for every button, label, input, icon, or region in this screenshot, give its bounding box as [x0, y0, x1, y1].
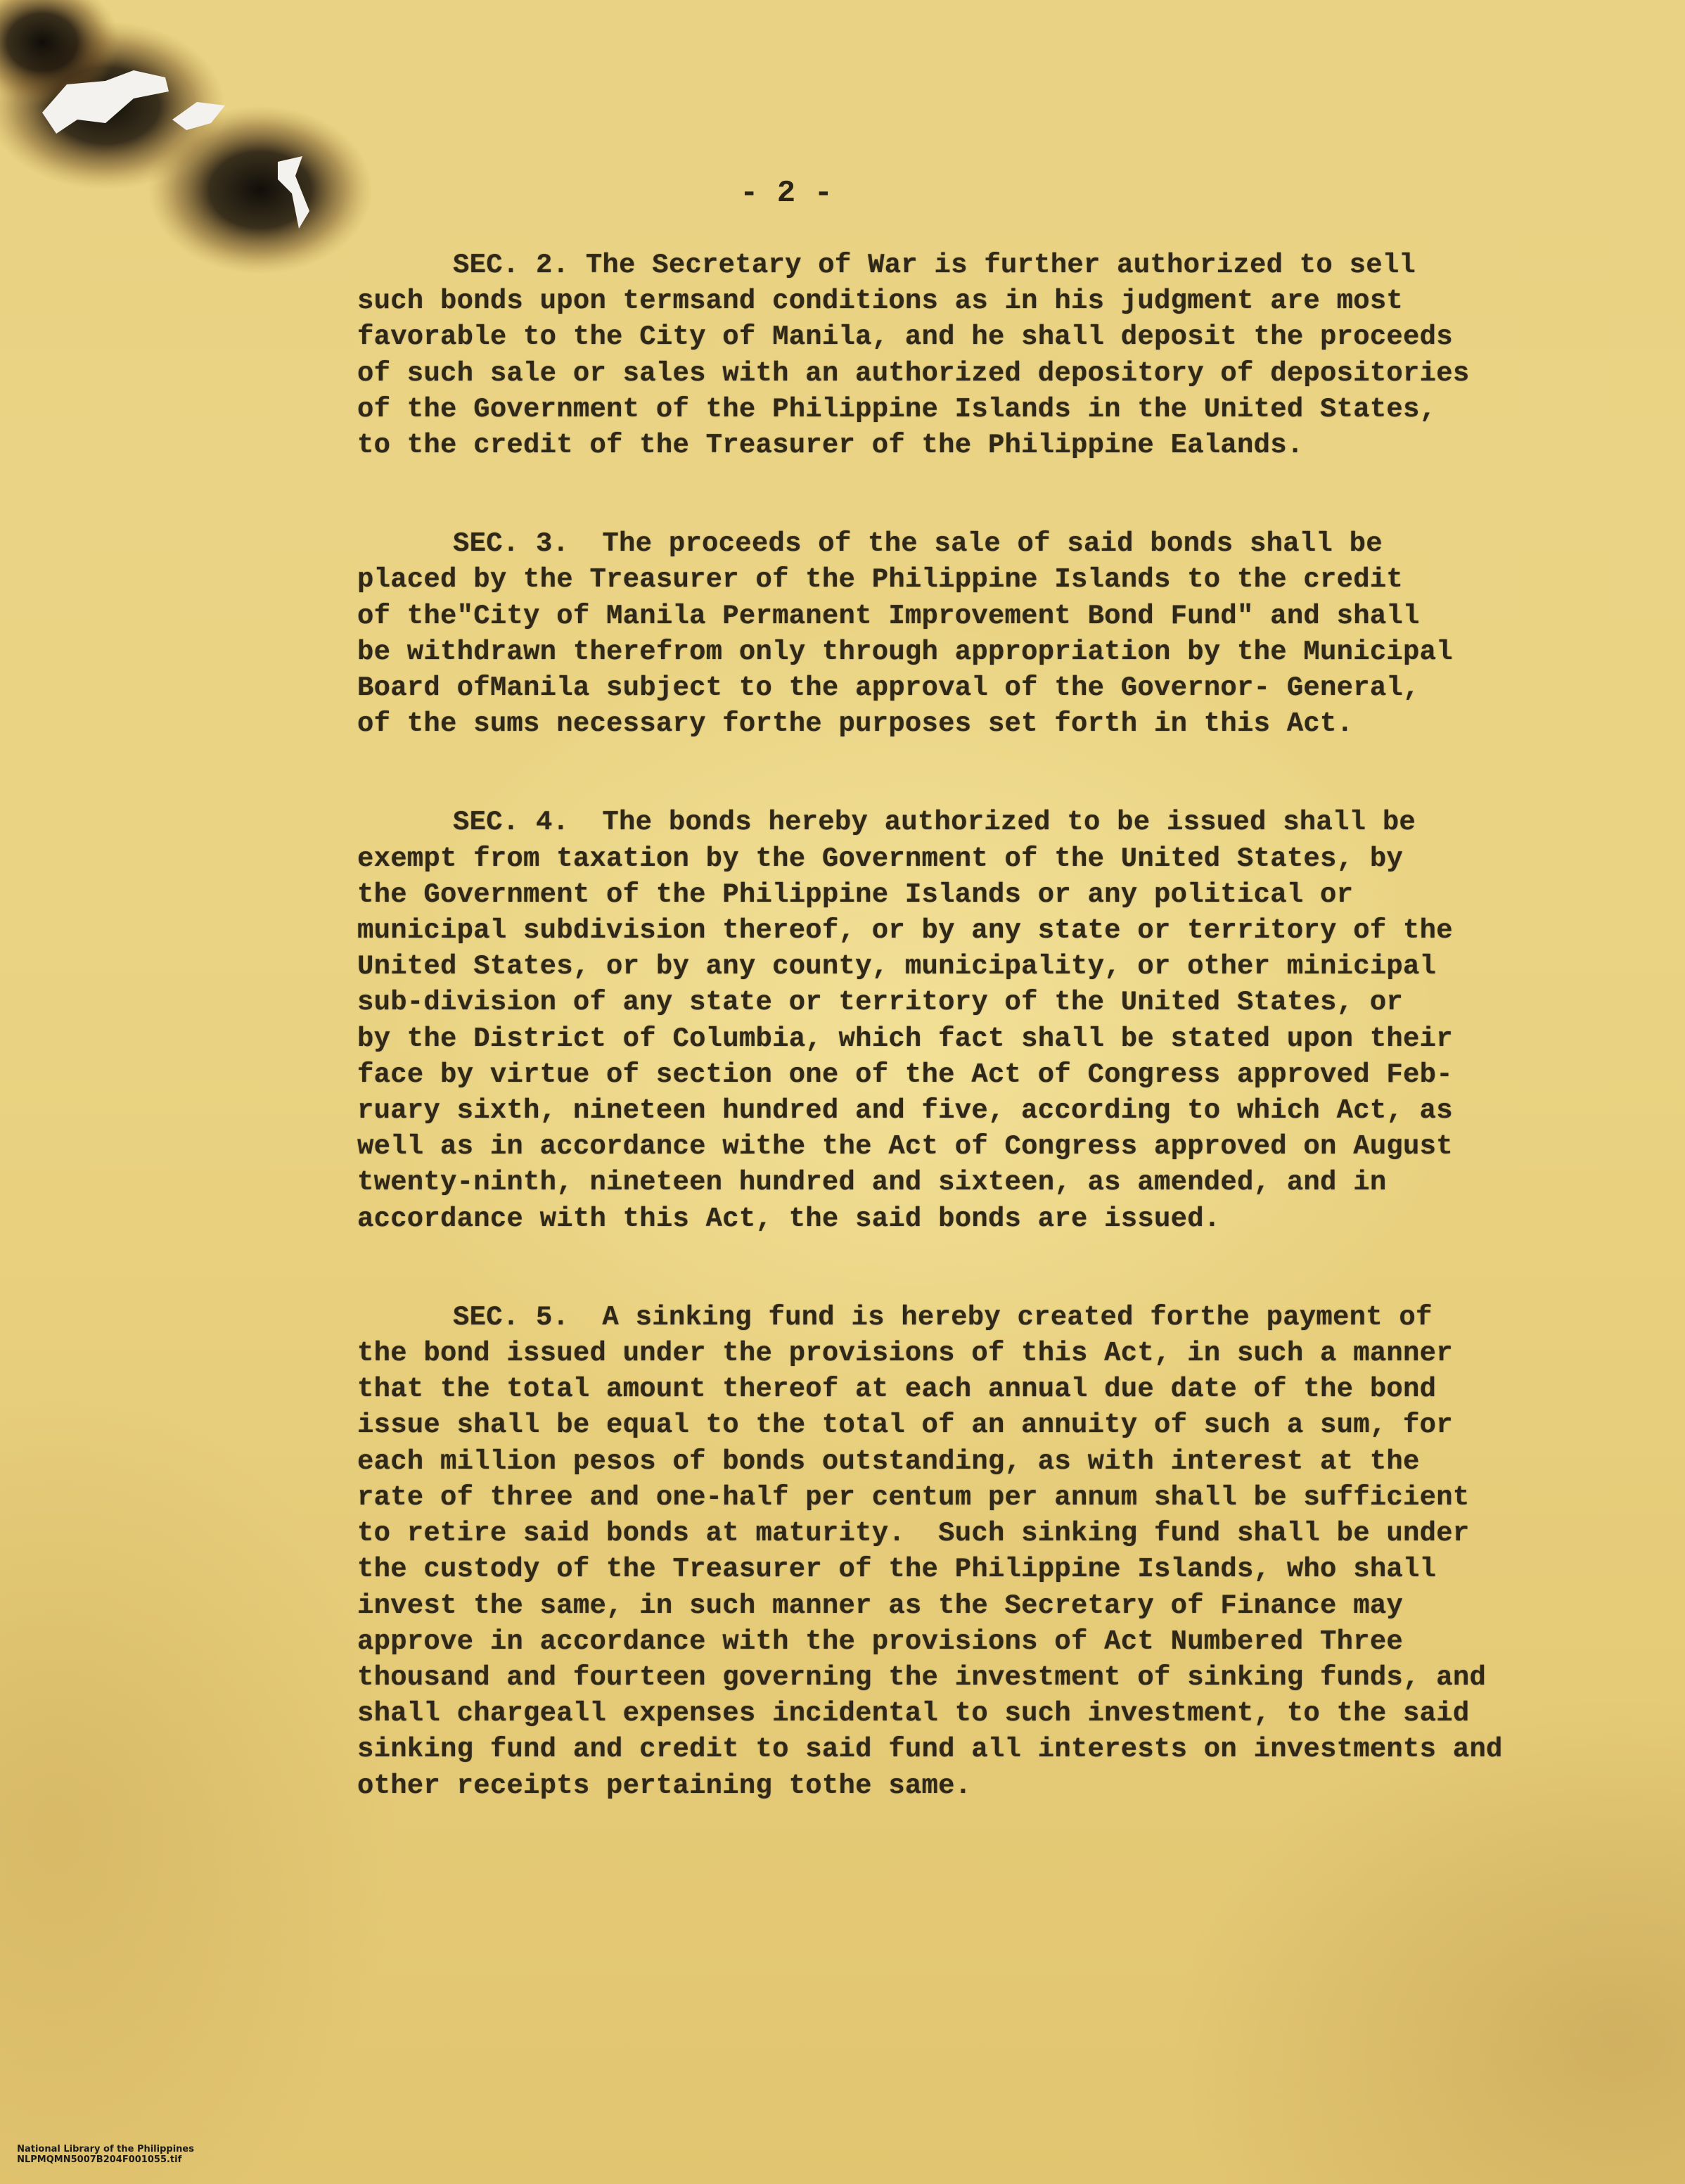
text-line: Board ofManila subject to the approval of the Governor- General, — [357, 672, 1420, 704]
text-line: other receipts pertaining tothe same. — [357, 1770, 972, 1801]
text-line: shall chargeall expenses incidental to such investment, to the said — [357, 1698, 1470, 1730]
text-line: municipal subdivision thereof, or by any state or territory of the — [357, 915, 1453, 947]
text-line: of the Government of the Philippine Islands in the United States, — [357, 393, 1437, 425]
footer-file-id: NLPMQMN5007B204F001055.tif — [17, 2154, 182, 2165]
text-line: invest the same, in such manner as the Secretary of Finance may — [357, 1590, 1404, 1621]
text-line: sinking fund and credit to said fund all interests on investments and — [357, 1734, 1503, 1765]
text-line: ruary sixth, nineteen hundred and five, according to which Act, as — [357, 1095, 1453, 1127]
text-line: United States, or by any county, municipality, or other minicipal — [357, 951, 1437, 983]
burn-mark-icon — [0, 0, 394, 295]
page-number: - 2 - — [739, 176, 833, 211]
text-line: to retire said bonds at maturity. Such sinking fund shall be under — [357, 1518, 1470, 1550]
section-5-paragraph — [357, 1300, 1616, 1804]
text-line: that the total amount thereof at each annual due date of the bond — [357, 1374, 1437, 1405]
text-line: issue shall be equal to the total of an annuity of such a sum, for — [357, 1410, 1453, 1441]
text-line: each million pesos of bonds outstanding, as with interest at the — [357, 1445, 1420, 1477]
text-line: favorable to the City of Manila, and he shall deposit the proceeds — [357, 321, 1453, 353]
text-line: of such sale or sales with an authorized depository of depositories — [357, 357, 1470, 389]
text-line: the custody of the Treasurer of the Philippine Islands, who shall — [357, 1554, 1437, 1585]
text-line: accordance with this Act, the said bonds are issued. — [357, 1203, 1221, 1234]
text-line: exempt from taxation by the Government of the United States, by — [357, 843, 1404, 874]
text-line: twenty-ninth, nineteen hundred and sixteen, as amended, and in — [357, 1167, 1387, 1199]
text-line: the Government of the Philippine Islands or any political or — [357, 879, 1354, 910]
text-line: be withdrawn therefrom only through appropriation by the Municipal — [357, 636, 1453, 668]
text-line: SEC. 3. The proceeds of the sale of said bonds shall be — [453, 528, 1383, 560]
text-line: SEC. 4. The bonds hereby authorized to be issued shall be — [453, 807, 1416, 838]
text-line: sub-division of any state or territory of the United States, or — [357, 987, 1404, 1018]
text-line: face by virtue of section one of the Act of Congress approved Feb- — [357, 1059, 1453, 1090]
text-line: approve in accordance with the provisions of Act Numbered Three — [357, 1626, 1404, 1657]
text-line: SEC. 5. A sinking fund is hereby created forthe payment of — [453, 1301, 1433, 1333]
text-line: by the District of Columbia, which fact shall be stated upon their — [357, 1023, 1453, 1054]
text-line: of the sums necessary forthe purposes set forth in this Act. — [357, 708, 1354, 740]
text-line: thousand and fourteen governing the investment of sinking funds, and — [357, 1661, 1487, 1693]
text-line: well as in accordance withe the Act of Congress approved on August — [357, 1131, 1453, 1163]
text-line: placed by the Treasurer of the Philippine Islands to the credit — [357, 564, 1404, 596]
footer-library-name: National Library of the Philippines — [17, 2144, 194, 2154]
text-line: such bonds upon termsand conditions as in his judgment are most — [357, 286, 1404, 317]
section-2-paragraph — [357, 248, 1616, 464]
section-4-paragraph — [357, 805, 1616, 1237]
text-line: the bond issued under the provisions of this Act, in such a manner — [357, 1338, 1453, 1369]
section-3-paragraph — [357, 526, 1616, 742]
text-line: SEC. 2. The Secretary of War is further authorized to sell — [453, 250, 1416, 281]
text-line: rate of three and one-half per centum per annum shall be sufficient — [357, 1481, 1470, 1513]
document-body — [357, 248, 1616, 1867]
archive-footer — [4, 2133, 222, 2176]
text-line: to the credit of the Treasurer of the Philippine Ealands. — [357, 430, 1304, 461]
text-line: of the"City of Manila Permanent Improvement Bond Fund" and shall — [357, 600, 1420, 632]
